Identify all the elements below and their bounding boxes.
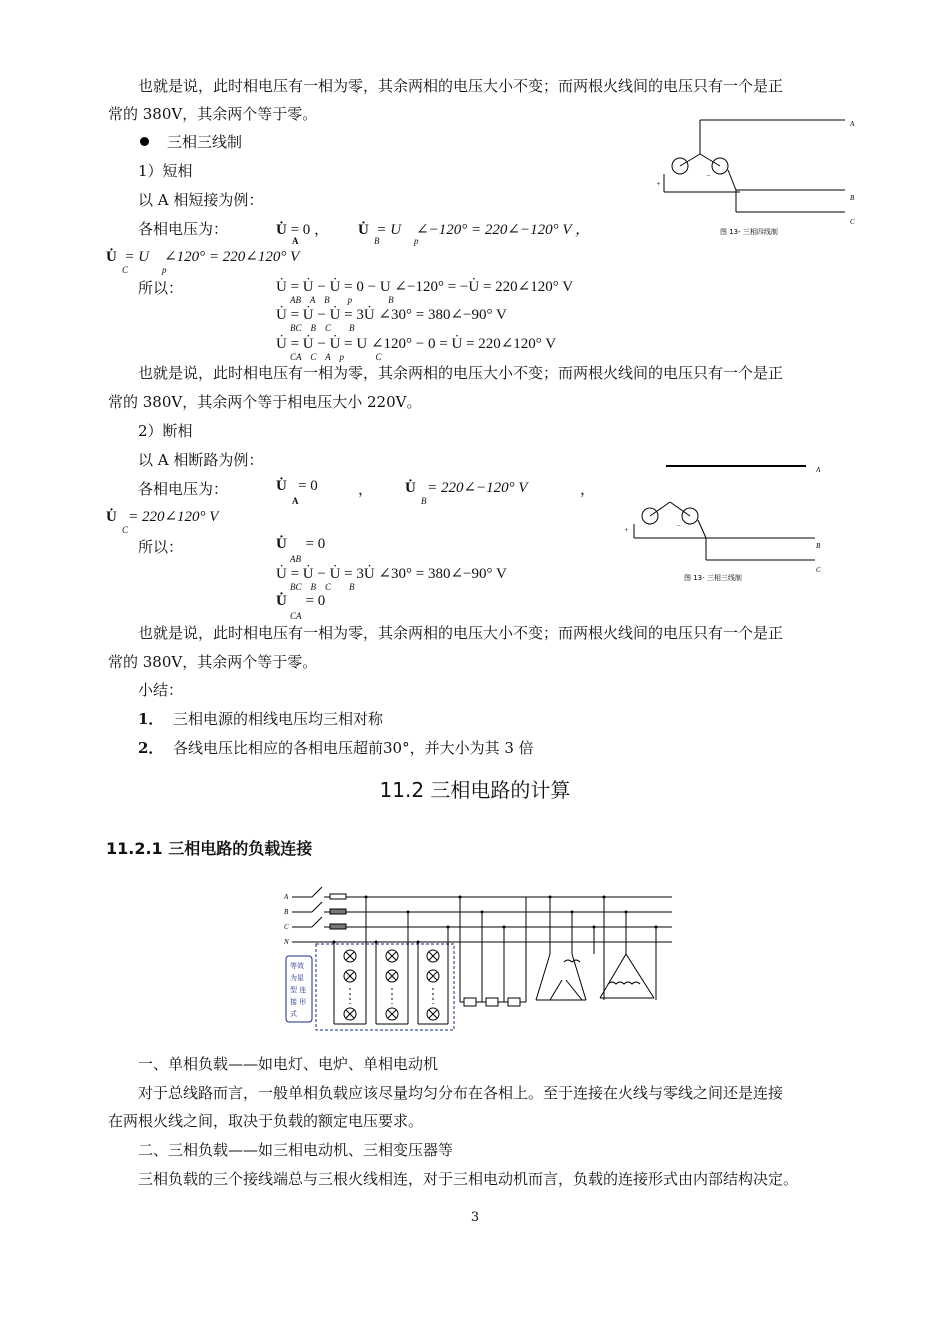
bullet-dot [140, 137, 149, 146]
short-eq-ub: U̇ = U ∠−120° = 220∠−120° V ， [358, 222, 590, 238]
single-phase-line2: 在两根火线之间，取决于负载的额定电压要求。 [108, 1112, 424, 1130]
sub-open-ca: CA [290, 611, 302, 621]
resistor-loads [460, 897, 526, 1006]
sub-p: p [414, 236, 419, 246]
label-plus-2: + [624, 526, 629, 534]
label-minus-2: − [676, 522, 681, 530]
label-a: A [850, 120, 855, 128]
open-eq-uc: U̇ = 220∠120° V [106, 509, 219, 525]
bus-label-b: B [284, 908, 289, 916]
sub-p2: p [162, 265, 167, 275]
phase-voltage-label-2: 各相电压为： [138, 480, 229, 498]
sub-a: A [292, 236, 299, 246]
paragraph-1-line1: 也就是说，此时相电压有一相为零，其余两相的电压大小不变；而两根火线间的电压只有一个是正 [138, 77, 784, 95]
single-phase-line1: 对于总线路而言，一般单相负载应该尽量均匀分布在各相上。至于连接在火线与零线之间还是连接 [138, 1084, 784, 1102]
short-eq-ubc: U̇ = U̇ − U̇ = 3U̇ ∠30° = 380∠−90° V [276, 307, 507, 323]
sub-b: B [374, 236, 380, 246]
summary-item-1: 1． 三相电源的相线电压均三相对称 [138, 710, 383, 728]
single-phase-heading: 一、单相负载——如电灯、电炉、单相电动机 [138, 1055, 439, 1073]
paragraph-2-line1: 也就是说，此时相电压有一相为零，其余两相的电压大小不变；而两根火线间的电压只有一个是正 [138, 364, 784, 382]
short-eq-ua: U̇ = 0 ， [276, 222, 330, 238]
subsection-title: 11.2.1 三相电路的负载连接 [106, 839, 313, 858]
paragraph-1-line2: 常的 380V，其余两个等于零。 [108, 105, 318, 123]
short-eq-uca: U̇ = U̇ − U̇ = U ∠120° − 0 = U̇ = 220∠120° V [276, 336, 557, 352]
figure-caption-2: 图 13- 三相三线制 [684, 574, 742, 582]
bus-label-c: C [284, 923, 289, 931]
open-phase-heading: 2）断相 [138, 422, 193, 440]
lamp-column-1 [334, 897, 366, 1024]
open-eq-ubc-subs: BC B C B [290, 582, 355, 592]
short-eq-uca-subs: CA C A p C [290, 352, 382, 362]
short-eq-ubc-subs: BC B C B [290, 323, 355, 333]
sub-c: C [122, 265, 129, 275]
label-a-2: A [816, 466, 821, 474]
fuse-a [330, 894, 346, 899]
bus-label-n: N [284, 938, 289, 946]
short-eq-uc: U̇ = U ∠120° = 220∠120° V [106, 249, 300, 265]
short-phase-heading: 1）短相 [138, 162, 193, 180]
bullet-text: 三相三线制 [167, 133, 243, 151]
open-phase-example: 以 A 相断路为例： [138, 451, 264, 469]
section-title: 11.2 三相电路的计算 [379, 778, 571, 802]
sub-open-b: B [421, 496, 427, 506]
comma-2: ， [580, 482, 596, 498]
fuse-c [330, 924, 346, 929]
short-eq-uab-subs: AB A B p B [290, 295, 394, 305]
label-minus: − [706, 172, 711, 180]
sub-open-ab: AB [290, 554, 301, 564]
label-plus: + [656, 180, 661, 188]
comma-1: ， [358, 482, 374, 498]
figure-caption-1: 图 13- 三相四线制 [720, 228, 778, 236]
lamp-column-2 [376, 912, 408, 1024]
bullet-item [140, 130, 242, 154]
so-label-1: 所以： [138, 279, 184, 297]
equivalence-note-text: 等效 为星 型 连 接 形 式 [290, 962, 307, 1018]
bus-label-a: A [284, 893, 289, 901]
open-eq-ubc: U̇ = U̇ − U̇ = 3U̇ ∠30° = 380∠−90° V [276, 566, 507, 582]
open-eq-ua: U̇ = 0 [276, 478, 318, 494]
summary-item-2: 2． 各线电压比相应的各相电压超前30°，并大小为其 3 倍 [138, 739, 534, 757]
open-eq-ub: U̇ = 220∠−120° V [405, 480, 528, 496]
paragraph-3-line1: 也就是说，此时相电压有一相为零，其余两相的电压大小不变；而两根火线间的电压只有一个是正 [138, 624, 784, 642]
so-label-2: 所以： [138, 538, 184, 556]
fuse-b [330, 909, 346, 914]
three-phase-line1: 三相负载的三个接线端总与三根火线相连，对于三相电动机而言，负载的连接形式由内部结构决定。 [138, 1170, 799, 1188]
label-b-2: B [816, 542, 821, 550]
sub-open-c: C [122, 525, 129, 535]
label-c: C [850, 218, 855, 226]
label-b: B [850, 194, 855, 202]
figure-load-connection [282, 884, 678, 1034]
open-eq-uab: U̇ = 0 [276, 536, 326, 552]
paragraph-3-line2: 常的 380V，其余两个等于零。 [108, 653, 318, 671]
figure-three-phase-three-wire [620, 458, 830, 588]
short-eq-uab: U̇ = U̇ − U̇ = 0 − U ∠−120° = −U̇ = 220∠120° V [276, 279, 574, 295]
paragraph-2-line2: 常的 380V，其余两个等于相电压大小 220V。 [108, 393, 422, 411]
page-number: 3 [470, 1210, 480, 1225]
sub-open-a: A [292, 496, 299, 506]
label-c-2: C [816, 566, 821, 574]
figure-three-phase-four-wire [650, 112, 860, 242]
open-eq-uca: U̇ = 0 [276, 593, 326, 609]
summary-label: 小结： [138, 681, 184, 699]
phase-voltage-label-1: 各相电压为： [138, 220, 229, 238]
short-phase-example: 以 A 相短接为例： [138, 191, 264, 209]
three-phase-heading: 二、三相负载——如三相电动机、三相变压器等 [138, 1141, 454, 1159]
